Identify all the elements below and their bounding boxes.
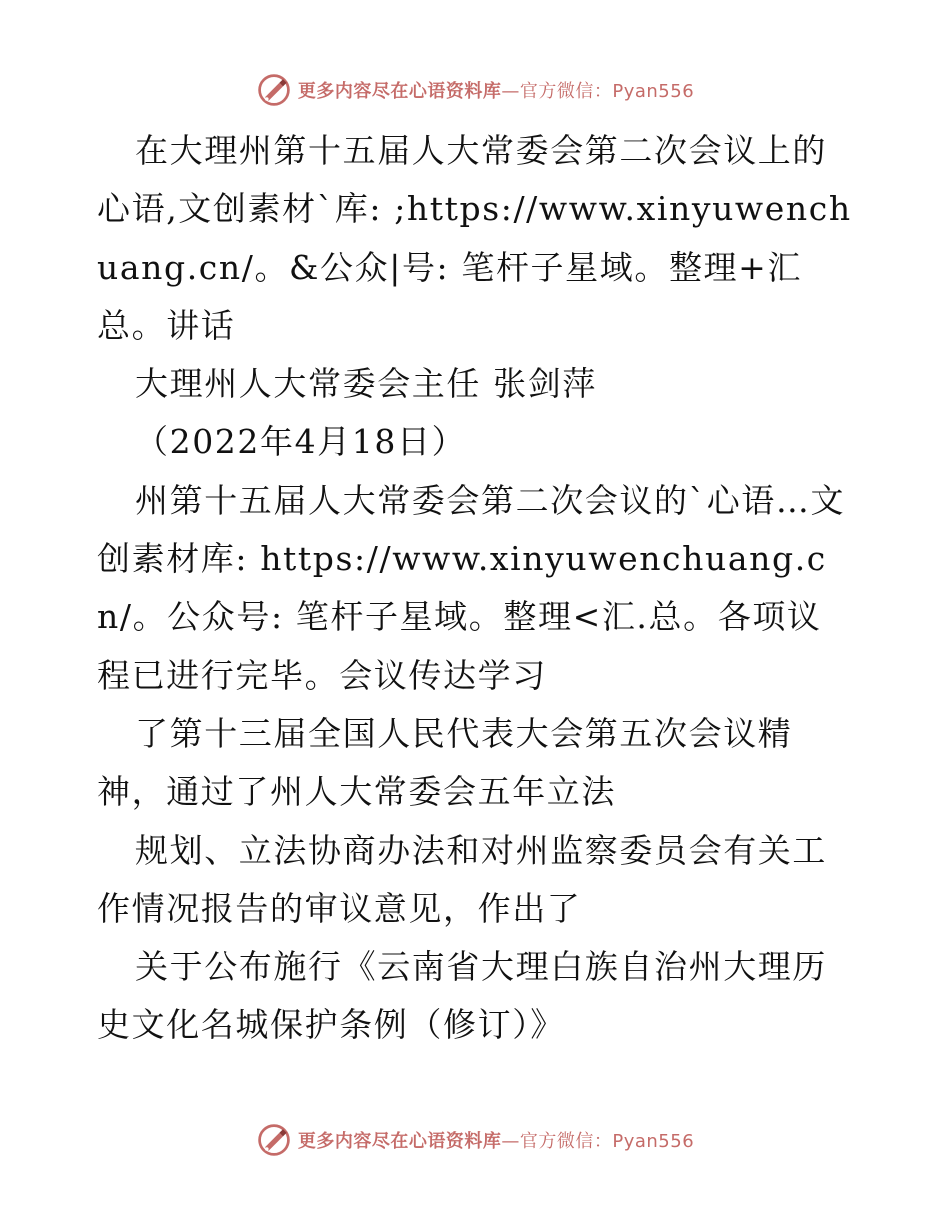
banner-dash: —: [501, 1131, 520, 1152]
paragraph-body: 州第十五届人大常委会第二次会议的`心语…文创素材库: https://www.xinyuwenchuang.cn/。公众号: 笔杆子星域。整理<汇.总。各项议程已进行完毕。会议传达学习: [97, 480, 846, 695]
document-body: [97, 122, 853, 1055]
paragraph-body: 了第十三届全国人民代表大会第五次会议精神，通过了州人大常委会五年立法: [97, 713, 793, 812]
banner-official-text: 官方微信：: [519, 81, 613, 102]
banner-main-text: 更多内容尽在心语资料库: [297, 1131, 502, 1152]
paragraph-body: 关于公布施行《云南省大理白族自治州大理历史文化名城保护条例（修订）》: [97, 947, 827, 1045]
banner-label: [298, 77, 694, 103]
pen-logo-icon: [256, 1122, 292, 1158]
pen-logo-icon: [256, 72, 292, 108]
banner-wechat-id: Pyan556: [612, 81, 695, 102]
header-banner: [0, 68, 950, 112]
paragraph-body: 规划、立法协商办法和对州监察委员会有关工作情况报告的审议意见，作出了: [97, 830, 827, 928]
banner-official-text: 官方微信：: [519, 1131, 613, 1152]
banner-label: [298, 1127, 694, 1153]
footer-banner: [0, 1118, 950, 1162]
paragraph-author: 大理州人大常委会主任 张剑萍: [135, 364, 597, 404]
banner-main-text: 更多内容尽在心语资料库: [297, 81, 502, 102]
banner-wechat-id: Pyan556: [612, 1131, 695, 1152]
paragraph-title: 在大理州第十五届人大常委会第二次会议上的心语,文创素材`库: ;https://www.xinyuwenchuang.cn/。&公众|号: 笔杆子星域。整理+汇总。讲话: [97, 131, 852, 345]
paragraph-date: （2022年4月18日）: [135, 422, 467, 462]
banner-dash: —: [501, 81, 520, 102]
